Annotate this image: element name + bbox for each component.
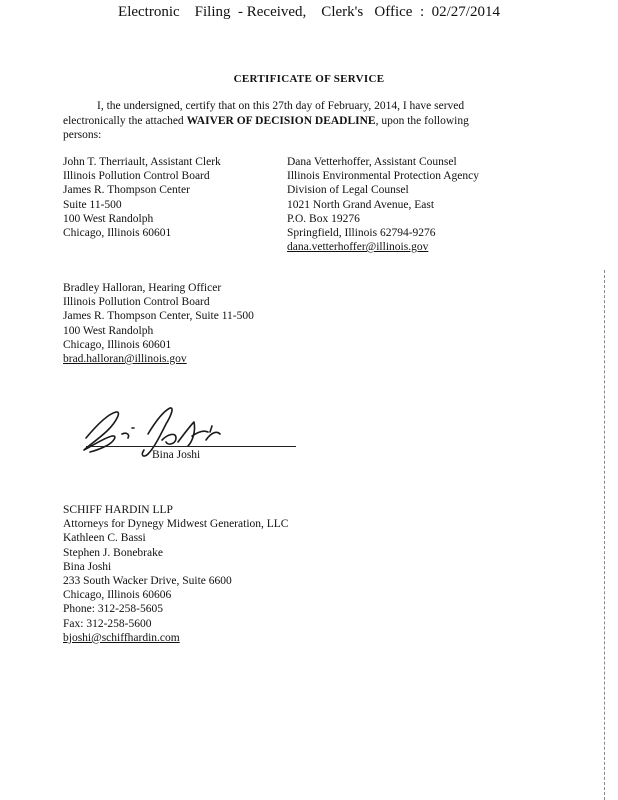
firm-line: Fax: 312-258-5600 [63,617,152,630]
address-line: Illinois Environmental Protection Agency [287,170,479,183]
email-link[interactable]: dana.vetterhoffer@illinois.gov [287,241,429,254]
firm-line: SCHIFF HARDIN LLP [63,504,173,516]
firm-line: Stephen J. Bonebrake [63,546,163,559]
address-line: Dana Vetterhoffer, Assistant Counsel [287,156,457,168]
address-line: James R. Thompson Center [63,184,190,197]
address-line: Illinois Pollution Control Board [63,296,210,309]
address-line: P.O. Box 19276 [287,212,360,225]
firm-line: 233 South Wacker Drive, Suite 6600 [63,575,232,588]
address-line: 100 West Randolph [63,212,154,225]
email-link[interactable]: bjoshi@schiffhardin.com [63,631,180,644]
recipient-clerk-address [63,155,221,240]
address-line: Division of Legal Counsel [287,184,409,197]
address-line: James R. Thompson Center, Suite 11-500 [63,310,254,323]
signatory-name: Bina Joshi [152,449,201,461]
intro-text-before: I, the undersigned, certify that on this 27th day of February, 2014, I have served electronically the attached [63,100,465,127]
intro-paragraph [63,99,503,143]
email-link[interactable]: brad.halloran@illinois.gov [63,353,187,366]
filing-header: Electronic Filing - Received, Clerk's Office : 02/27/2014 [118,4,500,20]
address-line: John T. Therriault, Assistant Clerk [63,156,221,168]
scan-edge-mark [604,270,605,800]
firm-line: Attorneys for Dynegy Midwest Generation, LLC [63,518,289,531]
address-line: 100 West Randolph [63,324,154,337]
recipient-epa-address [287,155,479,254]
document-title: CERTIFICATE OF SERVICE [233,73,385,85]
address-line: Suite 11-500 [63,198,122,211]
firm-line: Chicago, Illinois 60606 [63,589,172,602]
firm-line: Kathleen C. Bassi [63,532,146,545]
law-firm-signature-block [63,503,288,645]
address-line: Bradley Halloran, Hearing Officer [63,282,222,294]
address-line: Chicago, Illinois 60601 [63,227,172,240]
address-line: Chicago, Illinois 60601 [63,338,172,351]
firm-line: Bina Joshi [63,560,112,573]
signature-line [86,446,296,447]
recipient-hearing-officer-address [63,281,254,366]
address-line: 1021 North Grand Avenue, East [287,198,435,211]
served-document-name: WAIVER OF DECISION DEADLINE [186,114,376,127]
address-line: Springfield, Illinois 62794-9276 [287,227,436,240]
address-line: Illinois Pollution Control Board [63,170,210,183]
intro-text-after: , upon the following persons: [63,114,469,141]
firm-line: Phone: 312-258-5605 [63,603,163,616]
